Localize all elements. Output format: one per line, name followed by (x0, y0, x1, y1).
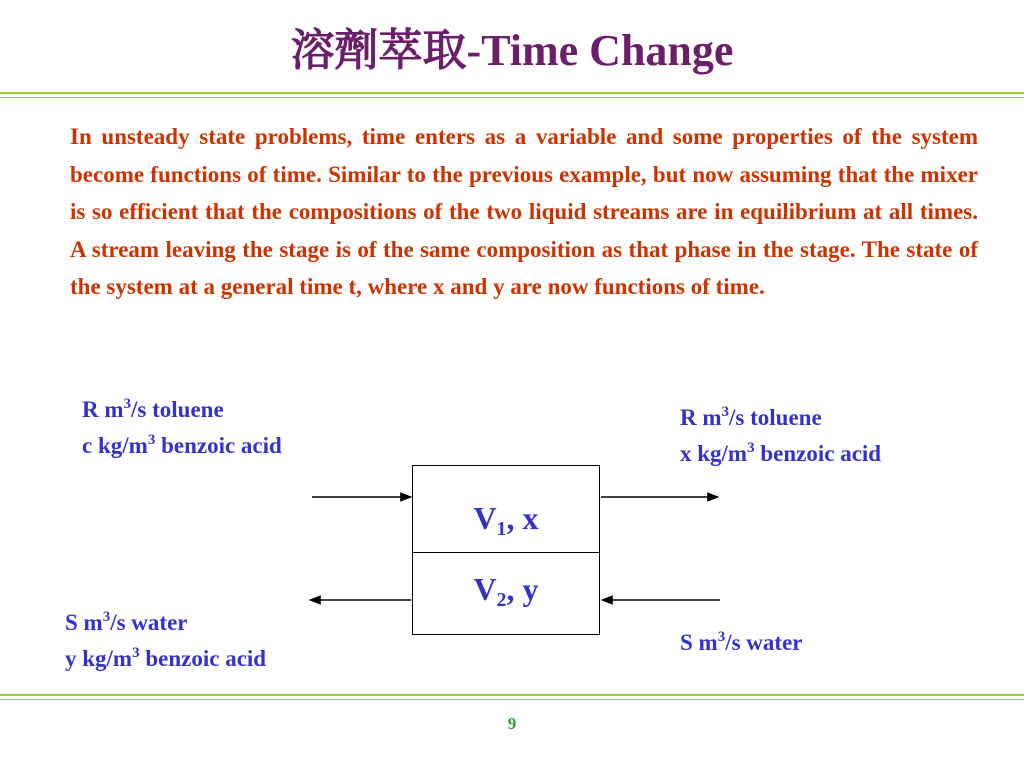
lower-cell-label: $V_2$, y (473, 571, 539, 611)
bottom-divider (0, 694, 1024, 696)
slide-title: 溶劑萃取-Time Change (290, 26, 734, 75)
inlet-bottom-line1: S $m^3/s$ water (680, 629, 803, 655)
inlet-top-line1: R $m^3/s$ toluene (82, 396, 224, 422)
outlet-top-line1: R $m^3/s$ toluene (680, 404, 822, 430)
upper-cell-label: $V_1$, x (473, 500, 539, 540)
outlet-bottom-line1: S $m^3/s$ water (65, 609, 188, 635)
page-number: 9 (507, 714, 517, 733)
outlet-bottom-line2: y $kg/m^3$ benzoic acid (65, 645, 267, 671)
outlet-top-line2: x $kg/m^3$ benzoic acid (680, 440, 882, 466)
inlet-top-line2: c $kg/m^3$ benzoic acid (82, 432, 282, 458)
bottom-divider-thin (0, 699, 1024, 700)
body-paragraph: In unsteady state problems, time enters as a variable and some properties of the system become functions of time. Similar to the previous example, but now assuming that the mixer is so efficient that the compositions of the two liquid streams are in equilibrium at all times. A stream leaving the stage is of the same composition as that phase in the stage. The state of the system at a general time t, where x and y are now functions of time. (70, 124, 978, 299)
